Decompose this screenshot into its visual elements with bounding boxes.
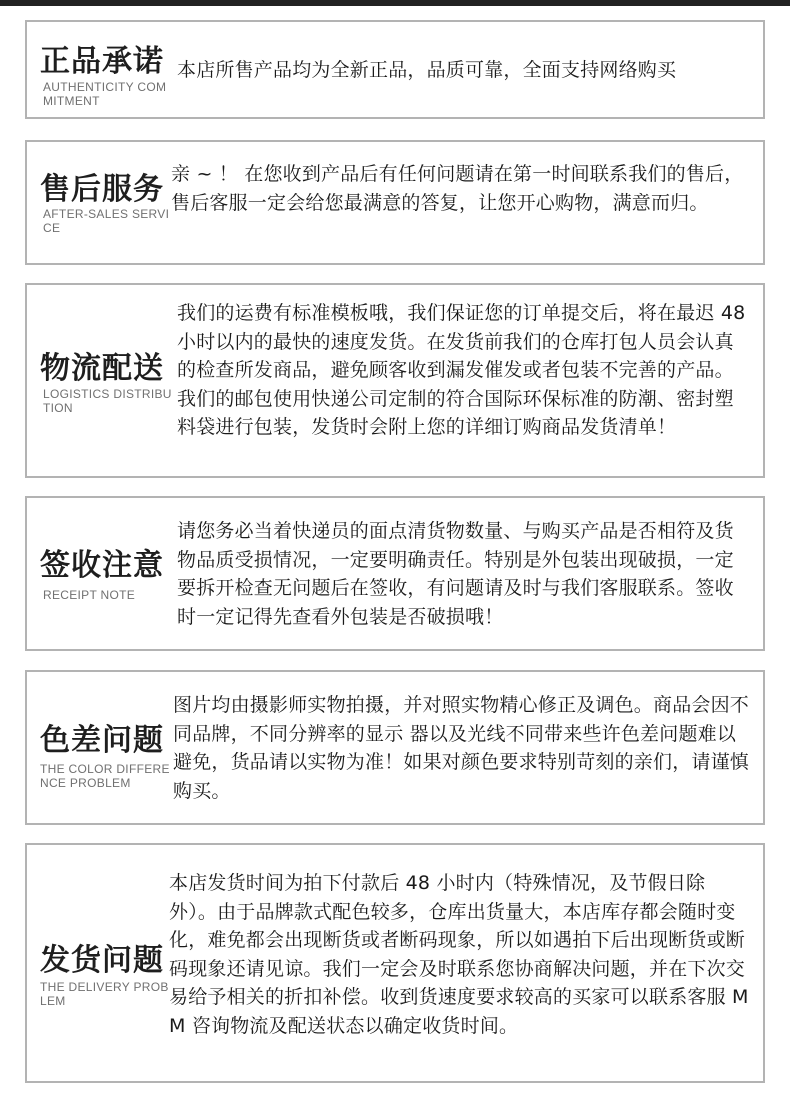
section-title: 正品承诺: [40, 44, 164, 79]
section-title: 物流配送: [40, 351, 164, 386]
section-receipt-note: [25, 496, 765, 651]
section-title: 发货问题: [40, 943, 164, 978]
section-after-sales: [25, 140, 765, 265]
section-subtitle: THE DELIVERY PROBLEM: [40, 980, 169, 1008]
section-subtitle: LOGISTICS DISTRIBUTION: [43, 387, 172, 415]
section-body: 本店发货时间为拍下付款后 48 小时内（特殊情况，及节假日除外）。由于品牌款式配色较多，仓库出货量大，本店库存都会随时变化，难免都会出现断货或者断码现象，所以如遇拍下后出现断货或断码现象还请见谅。我们一定会及时联系您协商解决问题，并在下次交易给予相关的折扣补偿。收到货速度要求较高的买家可以联系客服 MM 咨询物流及配送状态以确定收货时间。: [169, 872, 749, 1037]
section-body: 本店所售产品均为全新正品，品质可靠，全面支持网络购买: [177, 59, 677, 81]
top-band: [0, 0, 790, 6]
section-body: 请您务必当着快递员的面点清货物数量、与购买产品是否相符及货物品质受损情况，一定要明确责任。特别是外包装出现破损，一定要拆开检查无问题后在签收，有问题请及时与我们客服联系。签收时一定记得先查看外包装是否破损哦！: [177, 520, 734, 628]
section-subtitle: RECEIPT NOTE: [43, 588, 136, 602]
section-logistics: [25, 283, 765, 478]
section-subtitle: AUTHENTICITY COMMITMENT: [43, 80, 167, 108]
section-subtitle: AFTER-SALES SERVICE: [43, 207, 170, 235]
section-title: 色差问题: [40, 723, 164, 758]
section-delivery: [25, 843, 765, 1083]
section-body: 亲 ~ ！ 在您收到产品后有任何问题请在第一时间联系我们的售后，售后客服一定会给您最满意的答复，让您开心购物，满意而归。: [171, 163, 744, 214]
section-body: 图片均由摄影师实物拍摄，并对照实物精心修正及调色。商品会因不同品牌，不同分辨率的显示 器以及光线不同带来些许色差问题难以避免，货品请以实物为准！如果对颜色要求特别苛刻的亲们，请谨慎购买。: [173, 694, 750, 802]
section-title: 签收注意: [40, 548, 164, 583]
section-subtitle: THE COLOR DIFFERENCE PROBLEM: [40, 762, 170, 790]
section-title: 售后服务: [40, 172, 164, 207]
section-body: 我们的运费有标准模板哦，我们保证您的订单提交后，将在最迟 48 小时以内的最快的速度发货。在发货前我们的仓库打包人员会认真的检查所发商品，避免顾客收到漏发催发或者包装不完善的产品。我们的邮包使用快递公司定制的符合国际环保标准的防潮、密封塑料袋进行包装，发货时会附上您的详细订购商品发货清单！: [177, 302, 746, 438]
section-color-difference: [25, 670, 765, 825]
section-authenticity: [25, 20, 765, 119]
